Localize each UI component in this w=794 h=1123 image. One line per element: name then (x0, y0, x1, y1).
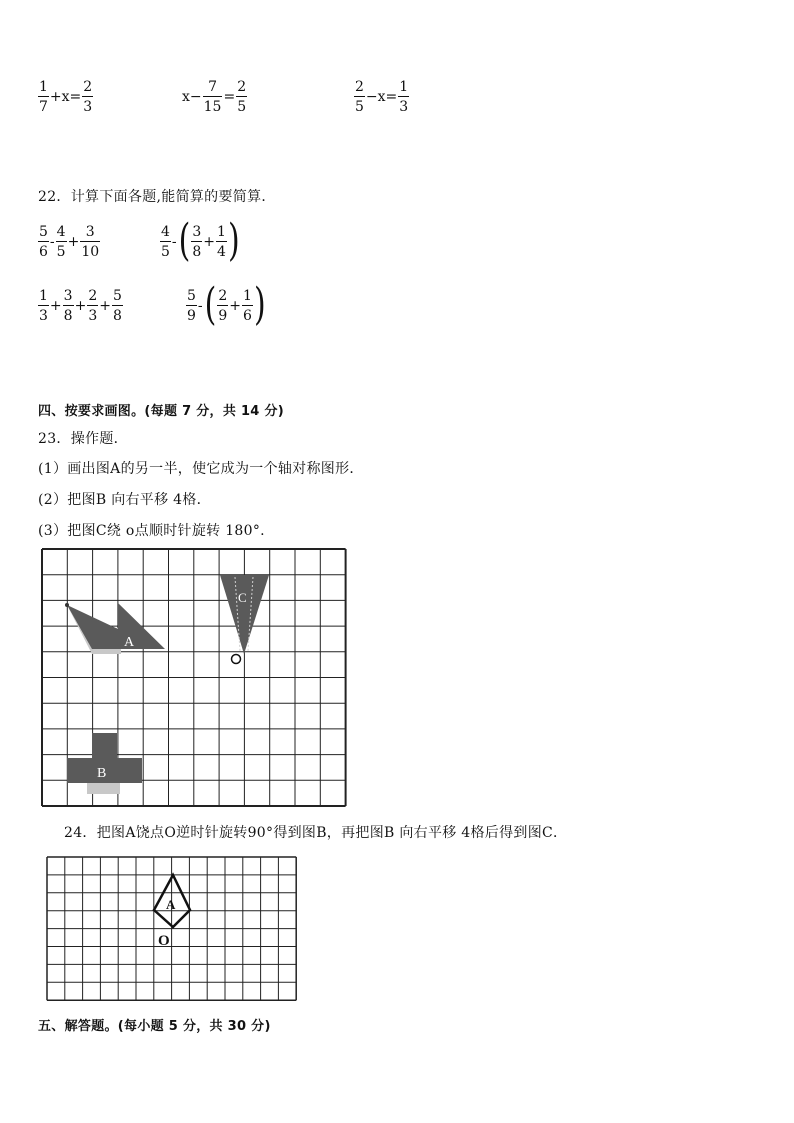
question-23-item-2: (2）把图B 向右平移 4格． (38, 492, 211, 508)
question-24-text: 24．把图A饶点O逆时针旋转90°得到图B，再把图B 向右平移 4格后得到图C． (64, 825, 568, 841)
equation-3: $\frac{2}{5}$ −x= $\frac{1}{3}$ (355, 79, 409, 115)
fraction: $\frac{2}{5}$ (237, 79, 247, 115)
question-23-item-1: (1）画出图A的另一半，使它成为一个轴对称图形． (38, 461, 364, 477)
point-o (232, 655, 241, 664)
expression-2: $\frac{4}{5}$ - ( $\frac{3}{8}$ + $\frac{1}{4}$ ) (161, 215, 240, 267)
expression-4: $\frac{5}{9}$ - ( $\frac{2}{9}$ + $\frac{1}{6}$ ) (187, 279, 266, 331)
label-o: O (158, 933, 170, 949)
fraction: $\frac{2}{3}$ (83, 79, 93, 115)
fraction: $\frac{2}{5}$ (355, 79, 364, 115)
label-b: B (97, 766, 107, 781)
right-paren: ) (253, 279, 266, 331)
shape-c (220, 575, 269, 654)
right-paren: ) (227, 215, 240, 267)
question-22-prompt: 22．计算下面各题,能简算的要简算． (38, 189, 276, 205)
left-paren: ( (178, 215, 191, 267)
equation-1: $\frac{1}{7}$ +x= $\frac{2}{3}$ (39, 79, 93, 115)
question-23-item-3: (3）把图C绕 o点顺时针旋转 180°. (38, 523, 265, 539)
section-5-title: 五、解答题。(每小题 5 分，共 30 分) (38, 1019, 271, 1034)
expression-1: $\frac{5}{6}$ - $\frac{4}{5}$ + $\frac{3}{10}$ (39, 224, 100, 260)
fraction: $\frac{7}{15}$ (203, 79, 222, 115)
label-a: A (124, 635, 135, 650)
section-4-title: 四、按要求画图。(每题 7 分，共 14 分) (38, 404, 285, 419)
shape-a-vertex (65, 603, 69, 607)
left-paren: ( (204, 279, 217, 331)
question-23-title: 23．操作题． (38, 431, 128, 447)
grid-23 (40, 545, 354, 813)
fraction: $\frac{1}{3}$ (399, 79, 409, 115)
label-a: A (166, 897, 176, 912)
grid-24 (45, 855, 301, 1003)
equation-2: x− $\frac{7}{15}$ = $\frac{2}{5}$ (182, 79, 247, 115)
expression-3: $\frac{1}{3}$ + $\frac{3}{8}$ + $\frac{2}{3}$ + $\frac{5}{8}$ (39, 288, 122, 324)
label-c: C (238, 590, 247, 605)
fraction: $\frac{1}{7}$ (39, 79, 48, 115)
